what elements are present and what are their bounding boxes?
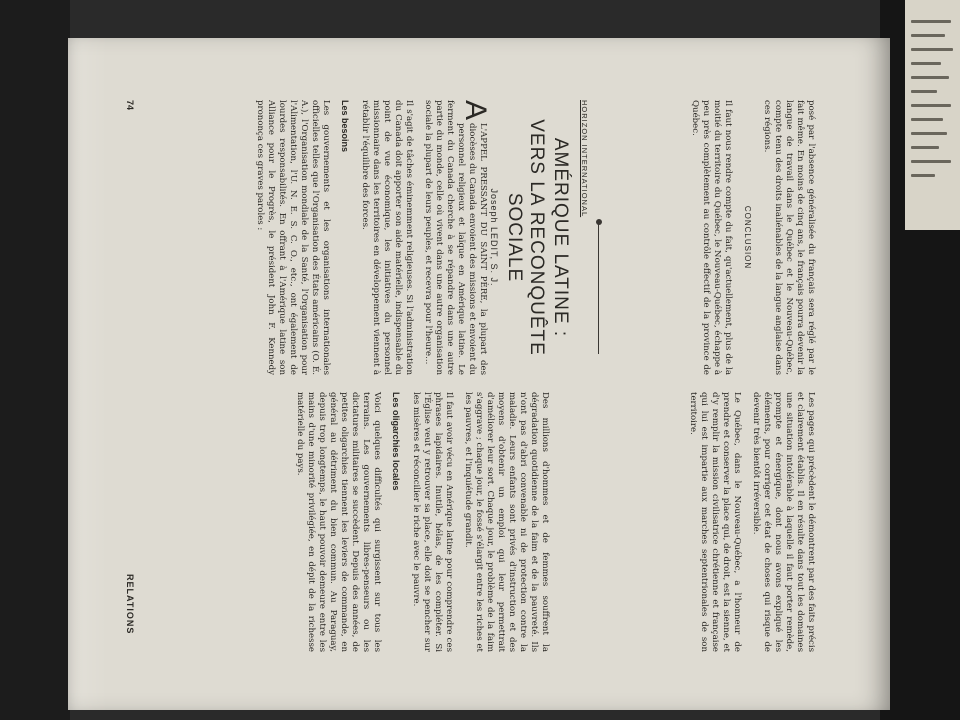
previous-article-para-1: posé par l'absence généralisée du français sera réglé par le fait même. En moins de cinq ans, le français pourra devenir la langue de travail dans le Québec et le Nouveau-Québec, compte tenu des droits inaliénables de la langue anglaise dans ces régions.	[762, 100, 817, 375]
article-title-line1: AMÉRIQUE LATINE :	[550, 137, 571, 338]
article-title-block	[489, 100, 571, 375]
previous-article-para-2: Il faut nous rendre compte du fait, qu'actuellement, plus de la moitié du territoire du Québec, le Nouveau-Québec, échappe à peu près complètement au contrôle effectif de la province de Québec.	[690, 100, 734, 375]
previous-article-column-right	[678, 392, 825, 652]
article-right-para-1: Des millions d'hommes et de femmes souffrent la dégradation quotidienne de la faim et de la pauvreté. Ils n'ont pas d'abri convenable ni de protection contre la maladie. Leurs enfants sont privés d'instruction et des moyens d'obtenir un emploi qui leur permettrait d'améliorer leur sort. Chaque jour, le problème de la faim s'aggrave ; chaque jour, le fossé s'élargit entre les riches et les pauvres, et l'inquiétude grandit.	[463, 392, 551, 652]
intro-text: L'APPEL PRESSANT DU SAINT PÈRE, la plupart des diocèses du Canada envoient des missions et envoient du personnel religieux et laïque en Amérique latine. Le ferment du Canada cherche à se répandre dans une autre partie du monde, celle où vivent dans une autre organisation sociale la plupart de leurs peuples, et recevra pour l'heure...	[423, 100, 489, 375]
article-intro	[422, 100, 493, 375]
article-body-left	[245, 100, 497, 375]
page-number: 74	[125, 100, 135, 111]
subhead-besoins: Les besoins	[340, 100, 351, 153]
previous-article-para-3: Les pages qui précèdent le démontrent par des faits précis et clairement établis. Il en résulte dans tout les domaines une situation intolérable à laquelle il faut porter remède, prompte et énergique, dont nous avons expliqué les éléments, pour corriger cet état de choses qui risque de devenir très bientôt irréversible.	[751, 392, 817, 652]
article-para-mid: Il s'agit de tâches éminemment religieuses. Si l'administration du Canada doit apporter son aide matérielle, indispensable du point de vue économique, les initiatives du personnel missionnaire dans les territoires en développement viennent à rétablir l'équilibre des forces.	[359, 100, 414, 375]
book-page	[68, 38, 890, 710]
background-left	[0, 0, 70, 720]
previous-article-column	[681, 100, 825, 375]
article-right-para-3: Voici quelques difficultés qui surgissent sur tous les terrains. Les gouvernements libres-penseurs ou les dictatures militaires se succèdent. Depuis des années, de petites oligarchies tiennent les leviers de commande, en général au détriment du bien commun. Au Paraguay, depuis trop longtemps, le haut pouvoir demeure entre les mains d'une minorité privilégiée, en dépit de la richesse matérielle du pays.	[294, 392, 382, 652]
article-body-right	[285, 392, 559, 652]
article-author: Joseph LEDIT, S. J.	[489, 188, 499, 287]
previous-article-para-4: Le Québec, dans le Nouveau-Québec, a l'honneur de prendre et conserver la place qui, de droit, est la sienne, et d'y remplir la mission civilisatrice chrétienne et française qui lui est impartie aux marches septentrionales de son territoire.	[687, 392, 742, 652]
rotated-page-content	[99, 74, 859, 674]
article-para-besoins: Les gouvernements et les organisations internationales officielles telles que l'Organisation des États américains (O. É. A.), l'Organisation mondiale de la Santé, l'Organisation pour l'Alimentation, l'U. N. E. S. C. O., etc., ont également de lourdes responsabilités. En offrant à l'Amérique latine son Alliance pour le Progrès, le président John F. Kennedy prononça ces graves paroles :	[254, 100, 331, 375]
separator-ornament	[596, 219, 602, 225]
dropcap: A	[459, 100, 493, 121]
running-head: RELATIONS	[125, 574, 135, 635]
section-label: HORIZON INTERNATIONAL	[580, 100, 589, 218]
subhead-oligarchies: Les oligarchies locales	[391, 392, 402, 491]
article-separator	[598, 224, 599, 354]
article-title-line2: VERS LA RECONQUÊTE SOCIALE	[504, 119, 547, 356]
adjacent-page-edge	[905, 0, 960, 230]
article-right-para-2: Il faut avoir vécu en Amérique latine pour comprendre ces phrases lapidaires. Inutile, hélas, de les compléter. Si l'Église veut y retrouver sa place, elle doit se pencher sur les misères et réconcilier le riche avec le pauvre.	[410, 392, 454, 652]
conclusion-heading: CONCLUSION	[742, 205, 752, 270]
